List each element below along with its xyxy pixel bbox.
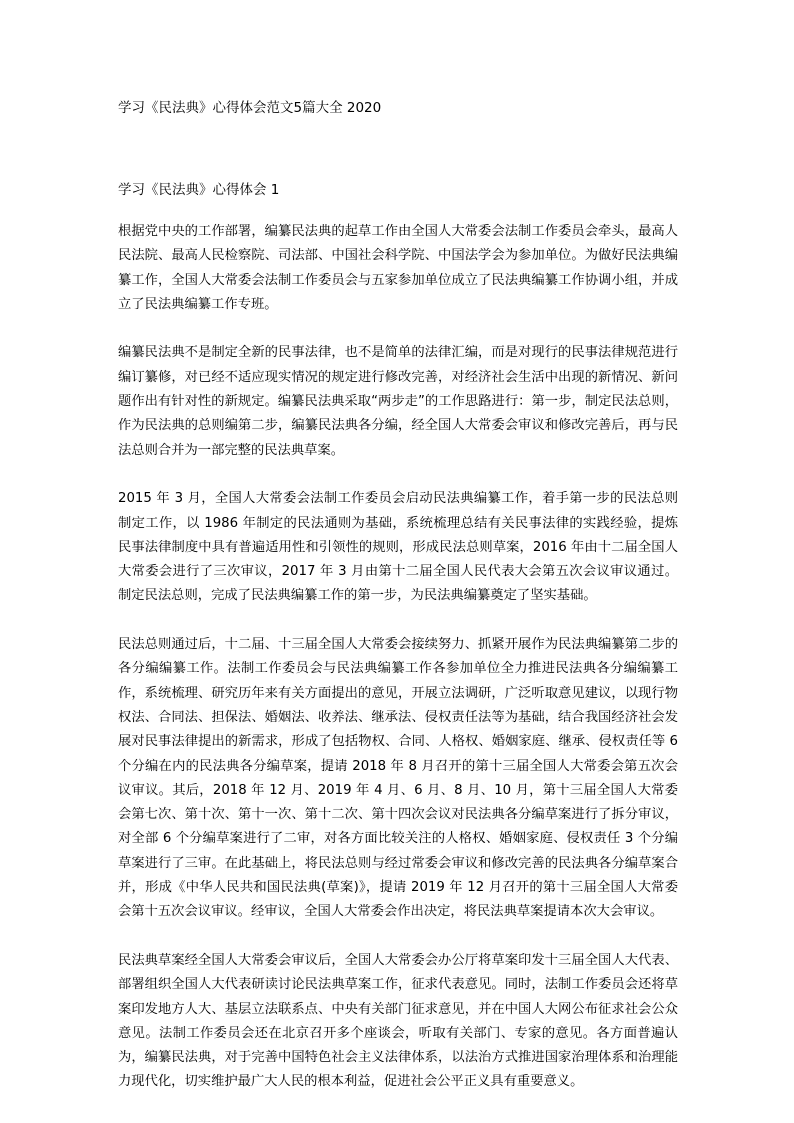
paragraph-4: 民法总则通过后，十二届、十三届全国人大常委会接续努力、抓紧开展作为民法典编纂第二步的各分编编纂工作。法制工作委员会与民法典编纂工作各参加单位全力推进民法典各分编编纂工作，系统梳理、研究历年来有关方面提出的意见，开展立法调研，广泛听取意见建议，以现行物权法、合同法、担保法、婚姻法、收养法、继承法、侵权责任法等为基础，结合我国经济社会发展对民事法律提出的新需求，形成了包括物权、合同、人格权、婚姻家庭、继承、侵权责任等 6 个分编在内的民法典各分编草案，提请 2018 年 8 月召开的第十三届全国人大常委会第五次会议审议。其后，2018 年 12 月、2019 年 4 月、6 月、8 月、10 月，第十三届全国人大常委会第七次、第十次、第十一次、第十二次、第十四次会议对民法典各分编草案进行了拆分审议，对全部 6 个分编草案进行了二审，对各方面比较关注的人格权、婚姻家庭、侵权责任 3 个分编草案进行了三审。在此基础上，将民法总则与经过常委会审议和修改完善的民法典各分编草案合并，形成《中华人民共和国民法典(草案)》，提请 2019 年 12 月召开的第十三届全国人大常委会第十五次会议审议。经审议，全国人大常委会作出决定，将民法典草案提请本次大会审议。 [118, 637, 678, 920]
document-title: 学习《民法典》心得体会范文5篇大全 2020 [118, 100, 382, 116]
paragraph-5: 民法典草案经全国人大常委会审议后，全国人大常委会办公厅将草案印发十三届全国人大代表、部署组织全国人大代表研读讨论民法典草案工作，征求代表意见。同时，法制工作委员会还将草案印发地方人大、基层立法联系点、中央有关部门征求意见，并在中国人大网公布征求社会公众意见。法制工作委员会还在北京召开多个座谈会，听取有关部门、专家的意见。各方面普遍认为，编纂民法典，对于完善中国特色社会主义法律体系，以法治方式推进国家治理体系和治理能力现代化，切实维护最广大人民的根本利益，促进社会公平正义具有重要意义。 [118, 952, 678, 1090]
paragraph-3: 2015 年 3 月，全国人大常委会法制工作委员会启动民法典编纂工作，着手第一步的民法总则制定工作，以 1986 年制定的民法通则为基础，系统梳理总结有关民事法律的实践经验，提炼民事法律制度中具有普遍适用性和引领性的规则，形成民法总则草案，2016 年由十二届全国人大常委会进行了三次审议，2017 年 3 月由第十二届全国人民代表大会第五次会议审议通过。制定民法总则，完成了民法典编纂工作的第一步，为民法典编纂奠定了坚实基础。 [118, 491, 678, 604]
paragraph-2: 编纂民法典不是制定全新的民事法律，也不是简单的法律汇编，而是对现行的民事法律规范进行编订纂修，对已经不适应现实情况的规定进行修改完善，对经济社会生活中出现的新情况、新问题作出有针对性的新规定。编纂民法典采取“两步走”的工作思路进行：第一步，制定民法总则，作为民法典的总则编第二步，编纂民法典各分编，经全国人大常委会审议和修改完善后，再与民法总则合并为一部完整的民法典草案。 [118, 345, 678, 458]
paragraph-1: 根据党中央的工作部署，编纂民法典的起草工作由全国人大常委会法制工作委员会牵头，最高人民法院、最高人民检察院、司法部、中国社会科学院、中国法学会为参加单位。为做好民法典编纂工作，全国人大常委会法制工作委员会与五家参加单位成立了民法典编纂工作协调小组，并成立了民法典编纂工作专班。 [118, 224, 678, 312]
section-heading: 学习《民法典》心得体会 1 [118, 182, 280, 198]
document-body [118, 220, 678, 1119]
